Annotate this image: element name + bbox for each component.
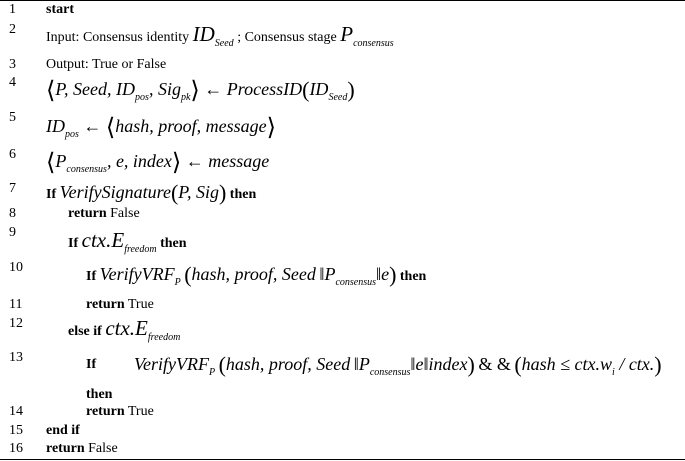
- else-if-line: [68, 316, 180, 343]
- tuple-vars: hash, proof, message: [115, 116, 267, 136]
- function-name: ProcessID: [226, 79, 303, 99]
- verify-vrf-extended-expr: VerifyVRF$_P$ (hash, proof, Seed $‖P_{consensus}‖e‖index$) & & (hash ≤ $ctx.w_i / ctx$.): [134, 352, 662, 378]
- id-pos-line: $ID_{pos}$ ← ⟨hash, proof, message⟩: [46, 115, 276, 141]
- subscript: pos: [65, 129, 79, 140]
- function-args: P: [358, 354, 370, 374]
- return-line: [46, 441, 118, 457]
- condition-expr: ctx.E: [81, 228, 125, 252]
- return-line: [86, 404, 154, 420]
- line-number: 11: [9, 297, 23, 312]
- assign-arrow: ←: [185, 151, 204, 171]
- consensus-identity-var: ID: [192, 22, 215, 46]
- message-parse-line: $⟨P_{consensus}$, e, index⟩ ← message: [46, 150, 270, 176]
- process-id-line: ⟨P, Seed, $ID_{pos}$, Sig$_{pk}$⟩ ← $ProcessID(ID_{Seed})$: [46, 77, 355, 104]
- then-keyword: then: [399, 269, 427, 284]
- line-number: 15: [9, 423, 23, 438]
- return-value: True: [127, 297, 154, 312]
- function-name: VerifySignature: [59, 182, 171, 202]
- start-keyword: start: [46, 2, 74, 17]
- if-keyword: If: [68, 236, 79, 251]
- line-number: 10: [9, 260, 23, 275]
- line-number: 6: [9, 147, 16, 162]
- verify-vrf-line: If VerifyVRF$_P$ (hash, proof, Seed $‖P_{consensus}‖e$) then: [86, 262, 427, 288]
- line-number: 4: [9, 75, 16, 90]
- line-number: 7: [9, 181, 16, 196]
- line-number: 5: [9, 110, 16, 125]
- if-keyword: If: [86, 357, 97, 372]
- subscript: freedom: [147, 332, 181, 343]
- tuple-vars: P, Seed, ID: [55, 79, 136, 99]
- rhs-var: message: [208, 151, 270, 171]
- condition-expr: / ctx.: [614, 354, 655, 374]
- subscript: P: [208, 367, 216, 378]
- output-line: Output: True or False: [46, 57, 167, 72]
- function-name: VerifyVRF: [99, 264, 175, 284]
- verify-signature-line: If VerifySignature(P, Sig) then: [46, 180, 257, 205]
- input-label: Input: Consensus identity: [46, 30, 190, 45]
- then-keyword: then: [229, 187, 257, 202]
- if-keyword: If: [46, 187, 57, 202]
- top-rule: [0, 0, 685, 1]
- line-number: 1: [9, 2, 16, 17]
- subscript: pk: [180, 92, 191, 103]
- subscript: pos: [135, 92, 149, 103]
- return-value: False: [110, 206, 140, 221]
- input-separator: ; Consensus stage: [237, 30, 337, 45]
- function-args: e: [381, 264, 390, 284]
- function-args: P, Sig: [178, 182, 219, 202]
- return-keyword: return: [46, 441, 85, 456]
- return-value: False: [88, 441, 118, 456]
- subscript: freedom: [124, 244, 157, 255]
- tuple-vars: , Sig: [148, 79, 181, 99]
- bottom-rule: [0, 459, 685, 460]
- condition-expr: ctx.E: [105, 316, 148, 340]
- subscript: consensus: [369, 367, 411, 378]
- condition-expr: hash ≤ ctx.w: [521, 354, 613, 374]
- function-args: P: [324, 264, 336, 284]
- if-keyword: If: [86, 269, 97, 284]
- end-if-keyword: end if: [46, 423, 80, 438]
- tuple-vars: , e, index: [106, 151, 172, 171]
- return-value: True: [127, 404, 154, 419]
- function-arg: ID: [309, 79, 329, 99]
- consensus-stage-var: P: [340, 22, 354, 46]
- return-keyword: return: [86, 297, 125, 312]
- line-number: 16: [9, 441, 23, 456]
- and-operator: & &: [478, 354, 511, 374]
- then-keyword: then: [86, 387, 113, 402]
- line-number: 12: [9, 316, 23, 331]
- line-number: 2: [9, 22, 16, 37]
- line-number: 3: [9, 57, 16, 72]
- return-keyword: return: [86, 404, 125, 419]
- return-keyword: return: [68, 206, 107, 221]
- then-keyword: then: [160, 236, 187, 251]
- line-number: 9: [9, 225, 16, 240]
- function-args: e: [415, 354, 424, 374]
- freedom-check-line: [68, 228, 187, 255]
- subscript: i: [612, 367, 615, 378]
- subscript: Seed: [214, 38, 234, 49]
- subscript: Seed: [328, 92, 348, 103]
- line-number: 14: [9, 404, 23, 419]
- lhs-var: P: [55, 151, 67, 171]
- lhs-var: ID: [46, 116, 65, 136]
- line-number: 13: [9, 350, 23, 365]
- function-args: hash, proof, Seed: [225, 354, 351, 374]
- subscript: consensus: [353, 38, 394, 49]
- else-if-keyword: else if: [68, 324, 102, 339]
- function-name: VerifyVRF: [134, 354, 209, 374]
- line-number: 8: [9, 206, 16, 221]
- subscript: consensus: [66, 164, 107, 175]
- assign-arrow: ←: [83, 116, 102, 136]
- return-line: [86, 297, 154, 313]
- subscript: consensus: [335, 277, 376, 288]
- function-args: hash, proof, Seed: [191, 264, 316, 284]
- function-args: index: [428, 354, 468, 374]
- input-line: [46, 22, 394, 49]
- subscript: P: [174, 277, 181, 288]
- assign-arrow: ←: [204, 79, 223, 99]
- return-line: [68, 206, 140, 222]
